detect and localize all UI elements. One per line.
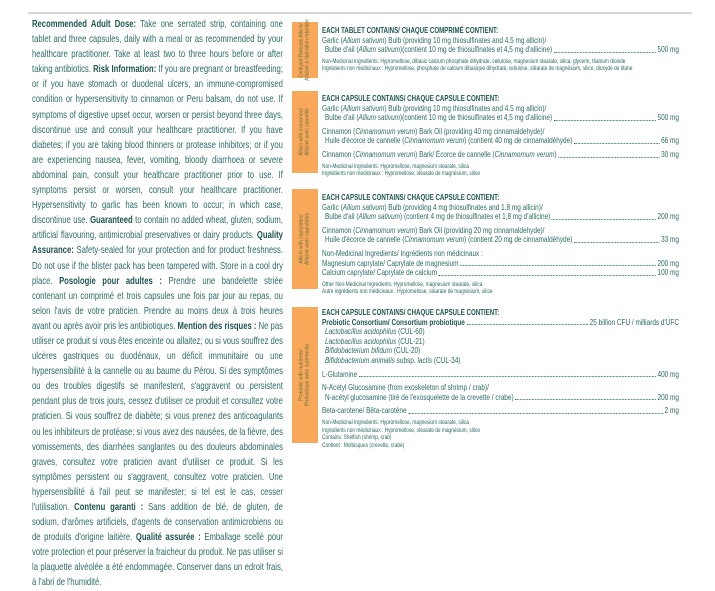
nag-en: N-Acetyl Glucosamine (from exoskeleton of shrimp / crab)/ (322, 382, 489, 393)
block-heading: EACH CAPSULE CONTAINS/ CHAQUE CAPSULE CONTIENT: (322, 308, 500, 317)
non-medicinal-fr: Ingrédients non médicinaux : Hypromellose, stéarate de magnésium, silice (322, 170, 480, 178)
non-medicinal-fr: Ingrédients non médicinaux : Hypromellose, phosphate de calcium dibasique dihydraté, cellulose, stéarate de magnésium, silice, dioxyde de titane (322, 65, 633, 73)
qualite-text: Emballage scellé pour votre protection et pour préserver la fraicheur du produit. Ne pas utiliser si la plaquette alvéolée a été endommagée. Conserver dans un edroit frais, à l'abri de l'humidité. (32, 532, 283, 589)
cinnamon-capsule-ingredients (322, 94, 679, 178)
tab-label-en: Allicin with caprylates/ (298, 214, 305, 264)
qualite-label: Qualité assurée : (135, 532, 201, 544)
tab-delayed-release (292, 19, 318, 81)
garlic-fr-row: Bulbe d'ail (Allium sativum) (contient 4 mg de thiosulfinates et 1,8 mg d'allicine) 200 mg (325, 211, 679, 222)
strain: Lactobacillus acidophilus (CUL-60) (325, 326, 425, 337)
allergen-en: Contains: Shelfish (shrimp, crab) (322, 434, 392, 442)
quality-label: Quality Assurance: (32, 230, 283, 257)
dose-label: Recommended Adult Dose: (32, 19, 137, 30)
garlic-fr-row: Bulbe d'ail (Allium sativum)(contient 10 mg de thiosulfinates et 4,5 mg d'allicine) 500 mg (325, 44, 679, 55)
garlic-en: Garlic (Allium sativum) Bulb (providing 4 mg thiosulfinates and 1.8 mg allicin)/ (322, 201, 543, 212)
cinnamon-oil-en: Cinnamon (Cinnamomum verum) Bark Oil (providing 40 mg cinnamaldehyde)/ (322, 125, 545, 136)
cinnamon-oil-fr-row: Huile d'écorce de cannelle (Cinnamomum verum) (contient 20 mg de cinnamaldéhyde) 33 mg (325, 234, 679, 245)
non-medicinal-en: Non-Medicinal Ingredients: Hypromellose, magnesium stearate, silica (322, 162, 470, 170)
block-heading: EACH CAPSULE CONTAINS/ CHAQUE CAPSULE CONTIENT: (322, 193, 500, 202)
nag-fr-row: N-acétyl glucosamine (tiré de l'exosquelette de la crevette / crabe) 200 mg (325, 391, 679, 402)
posologie-text: Prendre une bandelette striée contenant un comprimé et trois capsules une fois par jour au repas, ou selon l'avis de votre praticien. Prendre au moins deux à trois heures avant ou après avoir pris les antibiotiques. (32, 275, 283, 332)
tab-caprylates (292, 189, 318, 289)
amount: 500 mg (657, 44, 679, 55)
garlic-fr-row: Bulbe d'ail (Allium sativum)(contient 10 mg de thiosulfinates et 4,5 mg d'allicine) 500 mg (325, 112, 679, 123)
guaranteed-text: to contain no added wheat, gluten, sodium, artificial flavouring, antimicrobial preservatives or dairy products. (32, 215, 283, 242)
magnesium-caprylate-row: Magnesium caprylate/ Caprylate de magnesium 200 mg (322, 257, 679, 268)
contenu-text: Sans addition de blé, de gluten, de sodium, d'arômes artificiels, d'agents de conservation antimicrobiens ou de produits d'origine laitière. (32, 502, 283, 544)
risk-text: If you are pregnant or breastfeeding; or if you have stomach or duodenal ulcers, an immune-compromised condition or hypersensitivity to cinnamon or Peru balsam, do not use. If symptoms of digestive upset occur, worsen or persist beyond three days, discontinue use and consult your healthcare practitioner. If you have diabetes; if you are taking blood thinners or protease inhibitors; or if you are experiencing nausea, fever, vomiting, bloody diarrhoea or severe abdominal pain, consult your healthcare practitioner prior to use. If symptoms persist or worsen, consult your healthcare practitioner. Hypersensitivity to garlic has been known to occur; in which case, discontinue use. (32, 64, 283, 227)
non-medicinal-fr: Autre ingrédients non médicinaux : Hypromellose, stéarate de magnésium, silice (322, 288, 493, 296)
cinnamon-oil-fr-row: Huile d'écorce de cannelle (Cinnamomum verum) (contient 40 mg de cinnamaldéhyde) 66 mg (325, 135, 679, 146)
glutamine-row: L-Glutamine 400 mg (322, 368, 679, 379)
cinnamon-bark-row: Cinnamon (Cinnamomum verum) Bark/ Écorce de cannelle (Cinnamomum verum) 30 mg (322, 148, 679, 159)
non-medicinal-fr: Ingrédients non médicinaux : Hypromellose, stéarate de magnésium, silice (322, 426, 480, 434)
calcium-caprylate-row: Calcium caprylate/ Caprylate de calcium 100 mg (322, 267, 679, 278)
garlic-en: Garlic (Allium sativum) Bulb (providing 10 mg thiosulfinates and 4.5 mg allicin)/ (322, 102, 547, 113)
probiotic-capsule-ingredients (322, 308, 679, 449)
tab-label-en: Allicin with cinnamon/ (298, 108, 305, 156)
caprylate-capsule-ingredients (322, 193, 679, 296)
top-divider (28, 12, 692, 14)
tab-label-fr: Allicine avec caprylates (304, 213, 310, 265)
mention-text: Ne pas utiliser ce produit si vous êtes enceinte ou allaitez; ou si vous souffrez des ulcères gastriques ou duodénaux, un déficit immunitaire ou une hypersensibilité à la cannelle ou au baume du Pérou. Si des symptômes ou des troubles digestifs se manifestent, s'aggravent ou persistent pendant plus de trois jours, cessez d'utiliser ce produit et consultez votre praticien. Si vous souffrez de diabète; si vous prenez des anticoagulants ou les inhibiteurs de protéase; si vous avez des nausées, de la fièvre, des vomissements, des diarrhées sanglantes ou des douleurs abdominales graves, consultez votre praticien avant d'utiliser ce produit. Si les symptômes persistent ou s'aggravent, consultez votre praticien. Une hypersensibilité à l'ail peut se manifester; si tel est le cas, cesser l'utilisation. (32, 320, 283, 513)
strain: Bifidobacterium bifidum (CUL-20) (325, 345, 421, 356)
non-medicinal-heading: Non-Medicinal Ingredients/ Ingrédients non médicinaux : (322, 247, 483, 258)
garlic-en: Garlic (Allium sativum) Bulb (providing 10 mg thiosulfinates and 4.5 mg allicin)/ (322, 34, 547, 45)
tab-label-fr: Allicine à libération retardée (304, 19, 310, 81)
block-heading: EACH CAPSULE CONTAINS/ CHAQUE CAPSULE CONTIENT: (322, 94, 500, 103)
strain: Lactobacillus acidophilus (CUL-21) (325, 335, 425, 346)
guaranteed-label: Guaranteed (90, 215, 133, 227)
cinnamon-oil-en: Cinnamon (Cinnamomum verum) Bark Oil (providing 20 mg cinnamaldehyde)/ (322, 224, 545, 235)
risk-label: Risk Information: (93, 64, 157, 76)
probiotic-row: Probiotic Consortium/ Consortium probiotique 25 billion CFU / milliards d'UFC (322, 316, 679, 327)
strain: Bifidobacterium animalis subsp. lactis (CUL-34) (325, 354, 461, 365)
block-heading: EACH TABLET CONTAINS/ CHAQUE COMPRIMÉ CONTIENT: (322, 26, 499, 35)
tablet-ingredients (322, 26, 679, 73)
beta-carotene-row: Beta-carotene/ Bêta-carotène 2 mg (322, 405, 679, 416)
non-medicinal-en: Other Non-Medicinal Ingredients: Hypromellose, magnesium stearate, silica (322, 280, 483, 288)
mention-label: Mention des risques : (177, 320, 257, 332)
tab-label-fr: Allicine avec cannelle (304, 108, 310, 156)
posologie-label: Posologie pour adultes : (59, 275, 162, 287)
contenu-label: Contenu garanti : (74, 502, 144, 513)
tab-label-en: Probiotic with nutrients/ (298, 349, 305, 401)
tab-cinnamon (292, 91, 318, 173)
non-medicinal-en: Non-Medicinal Ingredients: Hypromellose, magnesium stearate, silica (322, 418, 470, 426)
tab-probiotic (292, 307, 318, 443)
tab-label-fr: Probiotique avec nutriments (304, 344, 310, 406)
allergen-fr: Contient : Mollusques (crevette, crabe) (322, 441, 405, 449)
quality-text: Safety-sealed for your protection and for product freshness. Do not use if the blister pack has been tampered with. Store in a cool dry place. (32, 245, 283, 287)
dose-text: Take one serrated strip, containing one tablet and three capsules, daily with a meal or as recommended by your healthcare practitioner. Take at least two to three hours before or after taking antibiotics. (32, 19, 283, 76)
tab-label-en: Delayed Release Allicin/ (298, 23, 305, 77)
directions-text (32, 17, 283, 591)
non-medicinal-en: Non-Medicinal Ingredients: Hypromellose, dibasic calcium phosphate dihydrate, cellulose, magnesium stearate, silica, glycerin, titanium dioxide (322, 57, 626, 65)
